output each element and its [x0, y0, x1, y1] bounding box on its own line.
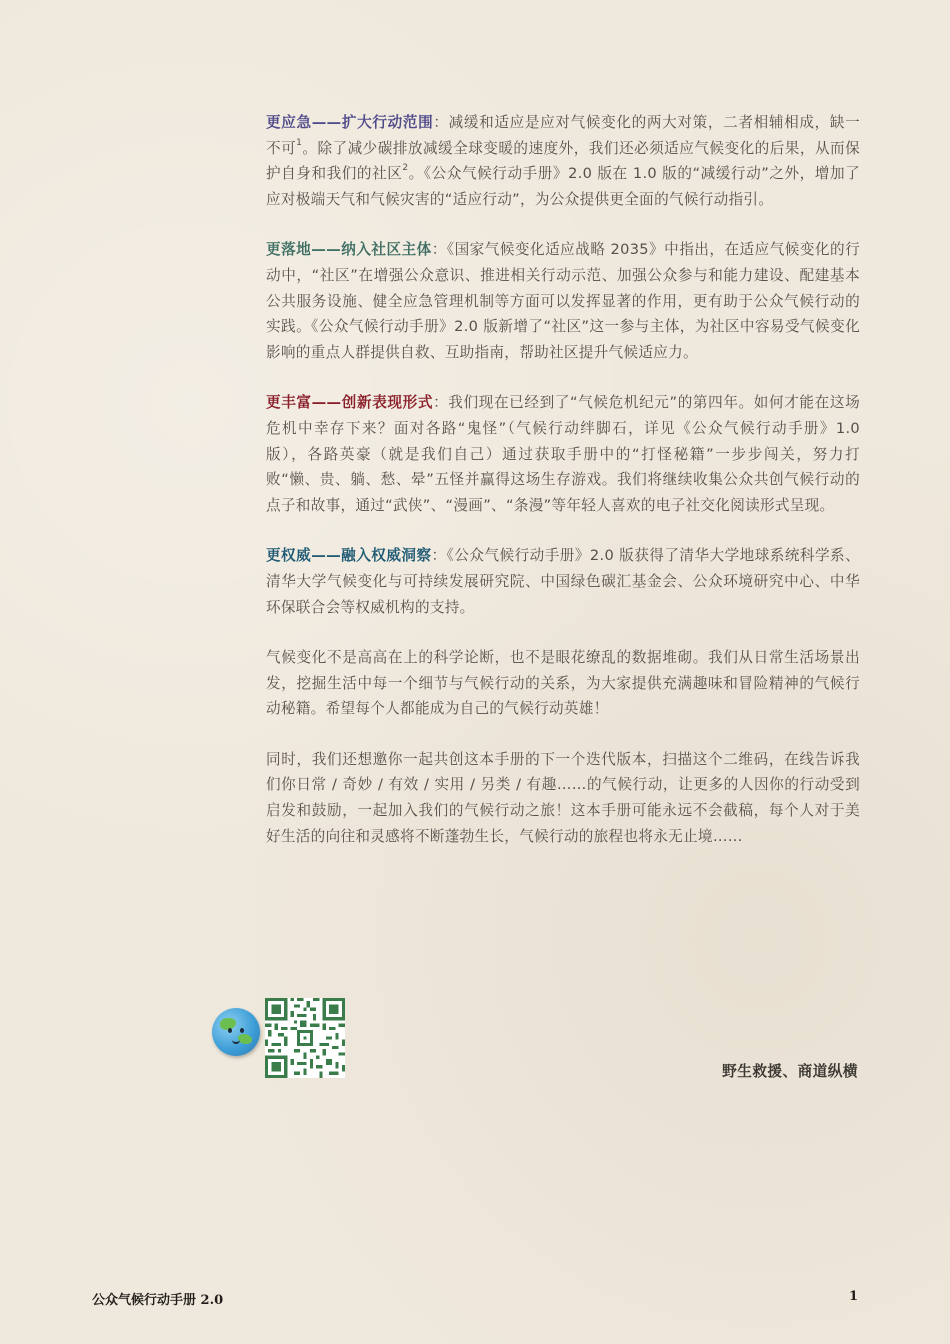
- heading-community: 更落地——纳入社区主体: [266, 241, 432, 259]
- paragraph-emergency: 更应急——扩大行动范围：减缓和适应是应对气候变化的两大对策，二者相辅相成，缺一不可$^1$。除了减少碳排放减缓全球变暖的速度外，我们还必须适应气候变化的后果，从而保护自身和我们的社区$^2$。《公众气候行动手册》2.0 版在 1.0 版的“减缓行动”之外，增加了应对极端天气和气候灾害的“适应行动”，为公众提供更全面的气候行动指引。: [266, 114, 860, 208]
- footer-title: 公众气候行动手册 2.0: [92, 1293, 224, 1308]
- heading-authority: 更权威——融入权威洞察: [266, 547, 432, 565]
- signature-organizations: 野生救援、商道纵横: [722, 1063, 858, 1080]
- paragraph-rich-forms: 更丰富——创新表现形式：我们现在已经到了“气候危机纪元”的第四年。如何才能在这场危机中幸存下来？面对各路“鬼怪”（气候行动绊脚石，详见《公众气候行动手册》1.0 版），各路英豪（就是我们自己）通过获取手册中的“打怪秘籍”一步步闯关，努力打败“懒、贵、躺、愁、晕”五怪并赢得这场生存游戏。我们将继续收集公众共创气候行动的点子和故事，通过“武侠”、“漫画”、“条漫”等年轻人喜欢的电子社交化阅读形式呈现。: [266, 394, 860, 514]
- paragraph-co-create: 同时，我们还想邀你一起共创这本手册的下一个迭代版本，扫描这个二维码，在线告诉我们你日常 / 奇妙 / 有效 / 实用 / 另类 / 有趣……的气候行动，让更多的人因你的行动受到启发和鼓励，一起加入我们的气候行动之旅！这本手册可能永远不会截稿，每个人对于美好生活的向往和灵感将不断蓬勃生长，气候行动的旅程也将永无止境……: [266, 750, 860, 845]
- footnote-ref-1[interactable]: 1: [296, 137, 303, 148]
- heading-rich-forms: 更丰富——创新表现形式: [266, 394, 434, 412]
- paragraph-community: 更落地——纳入社区主体：《国家气候变化适应战略 2035》中指出，在适应气候变化的行动中，“社区”在增强公众意识、推进相关行动示范、加强公众参与和能力建设、配建基本公共服务设施、健全应急管理机制等方面可以发挥显著的作用，更有助于公众气候行动的实践。《公众气候行动手册》2.0 版新增了“社区”这一参与主体，为社区中容易受气候变化影响的重点人群提供自救、互助指南，帮助社区提升气候适应力。: [266, 241, 860, 361]
- qr-area: [210, 994, 350, 1080]
- main-content: [266, 110, 860, 874]
- paragraph-daily-life: 气候变化不是高高在上的科学论断，也不是眼花缭乱的数据堆砌。我们从日常生活场景出发，挖掘生活中每一个细节与气候行动的关系，为大家提供充满趣味和冒险精神的气候行动秘籍。希望每个人都能成为自己的气候行动英雄！: [266, 649, 860, 718]
- paragraph-authority: 更权威——融入权威洞察：《公众气候行动手册》2.0 版获得了清华大学地球系统科学系、清华大学气候变化与可持续发展研究院、中国绿色碳汇基金会、公众环境研究中心、中华环保联合会等权威机构的支持。: [266, 547, 860, 616]
- page-number: 1: [848, 1289, 858, 1304]
- heading-emergency: 更应急——扩大行动范围: [266, 114, 434, 131]
- qr-code-icon[interactable]: [265, 998, 345, 1078]
- globe-mascot-icon: [212, 1008, 260, 1056]
- footnote-ref-2[interactable]: 2: [402, 163, 409, 174]
